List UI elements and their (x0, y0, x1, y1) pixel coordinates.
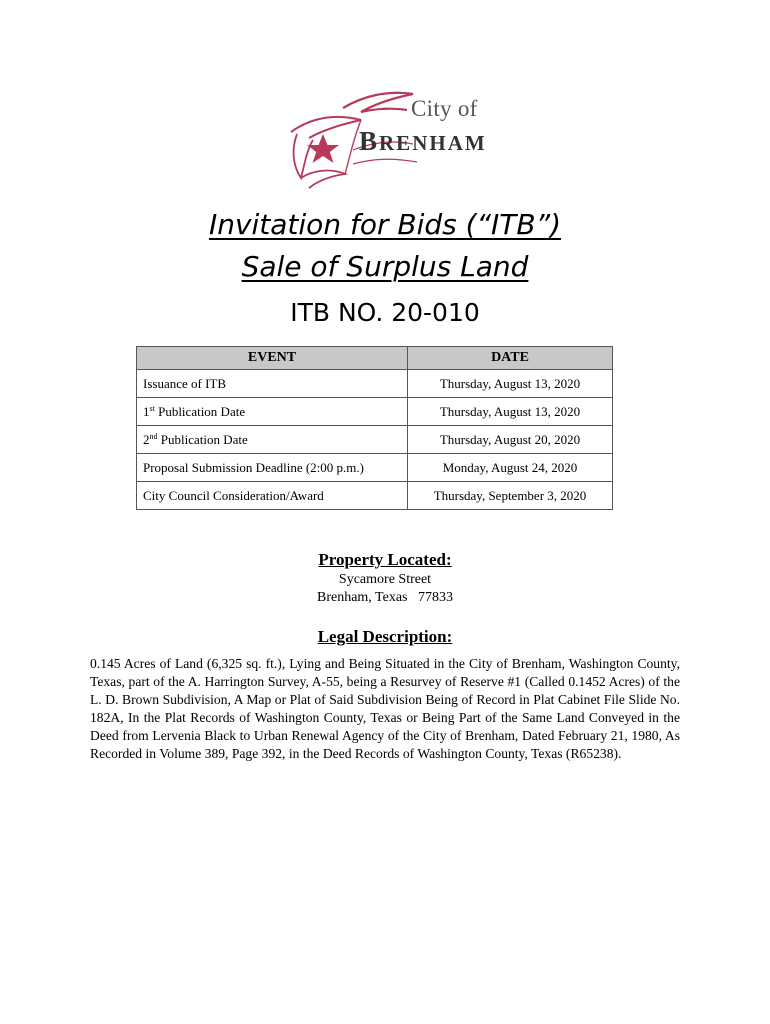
table-row (137, 370, 613, 398)
event-cell (137, 426, 408, 454)
property-city: Brenham, Texas 77833 (316, 590, 453, 605)
table-row (137, 454, 613, 482)
logo-brenham-rest: RENHAM (379, 131, 487, 155)
date-cell: Thursday, August 13, 2020 (408, 370, 613, 398)
ordinal-suffix: nd (149, 431, 158, 441)
event-text: Publication Date (154, 403, 246, 419)
event-cell: Issuance of ITB (137, 370, 408, 398)
event-cell: City Council Consideration/Award (137, 482, 408, 510)
document-title: Invitation for Bids (“ITB”) (208, 208, 562, 241)
ordinal-number: 2 (143, 431, 150, 447)
star-icon (307, 134, 339, 163)
event-cell (137, 398, 408, 426)
ordinal-suffix: st (149, 403, 155, 413)
event-text: Publication Date (157, 431, 248, 447)
legal-heading: Legal Description: (317, 627, 453, 646)
document-subtitle: Sale of Surplus Land (241, 250, 529, 283)
header-event: EVENT (137, 347, 408, 370)
table-header-row (137, 347, 613, 370)
legal-description: 0.145 Acres of Land (6,325 sq. ft.), Lying and Being Situated in the City of Brenham, Washington County, Texas, part of the A. Harrington Survey, A-55, being a Resurvey of Reserve #1 (Called 0.1452 Acres) of the L. D. Brown Subdivision, A Map or Plat of Said Subdivision Being of Record in Plat Cabinet File Slide No. 182A, In the Plat Records of Washington County, Texas or Being Part of the Same Land Conveyed in the Deed from Lervenia Black to Urban Renewal Agency of the City of Brenham, Dated February 21, 1980, As Recorded in Volume 389, Page 392, in the Deed Records of Washington County, Texas (R65238). (90, 656, 680, 761)
events-table (136, 346, 613, 510)
date-cell: Monday, August 24, 2020 (408, 454, 613, 482)
event-cell: Proposal Submission Deadline (2:00 p.m.) (137, 454, 408, 482)
table-row (137, 426, 613, 454)
table-row (137, 482, 613, 510)
logo-brenham-initial: B (359, 126, 380, 156)
table-row (137, 398, 613, 426)
city-of-brenham-logo (283, 90, 488, 195)
header-date: DATE (408, 347, 613, 370)
ordinal-number: 1 (143, 403, 150, 419)
date-cell: Thursday, September 3, 2020 (408, 482, 613, 510)
property-heading: Property Located: (318, 550, 452, 569)
date-cell: Thursday, August 20, 2020 (408, 426, 613, 454)
logo-city-of-text: City of (411, 96, 478, 121)
logo-brenham-text (359, 126, 487, 157)
property-street: Sycamore Street (338, 572, 432, 587)
date-cell: Thursday, August 13, 2020 (408, 398, 613, 426)
itb-number: ITB NO. 20-010 (290, 298, 480, 327)
